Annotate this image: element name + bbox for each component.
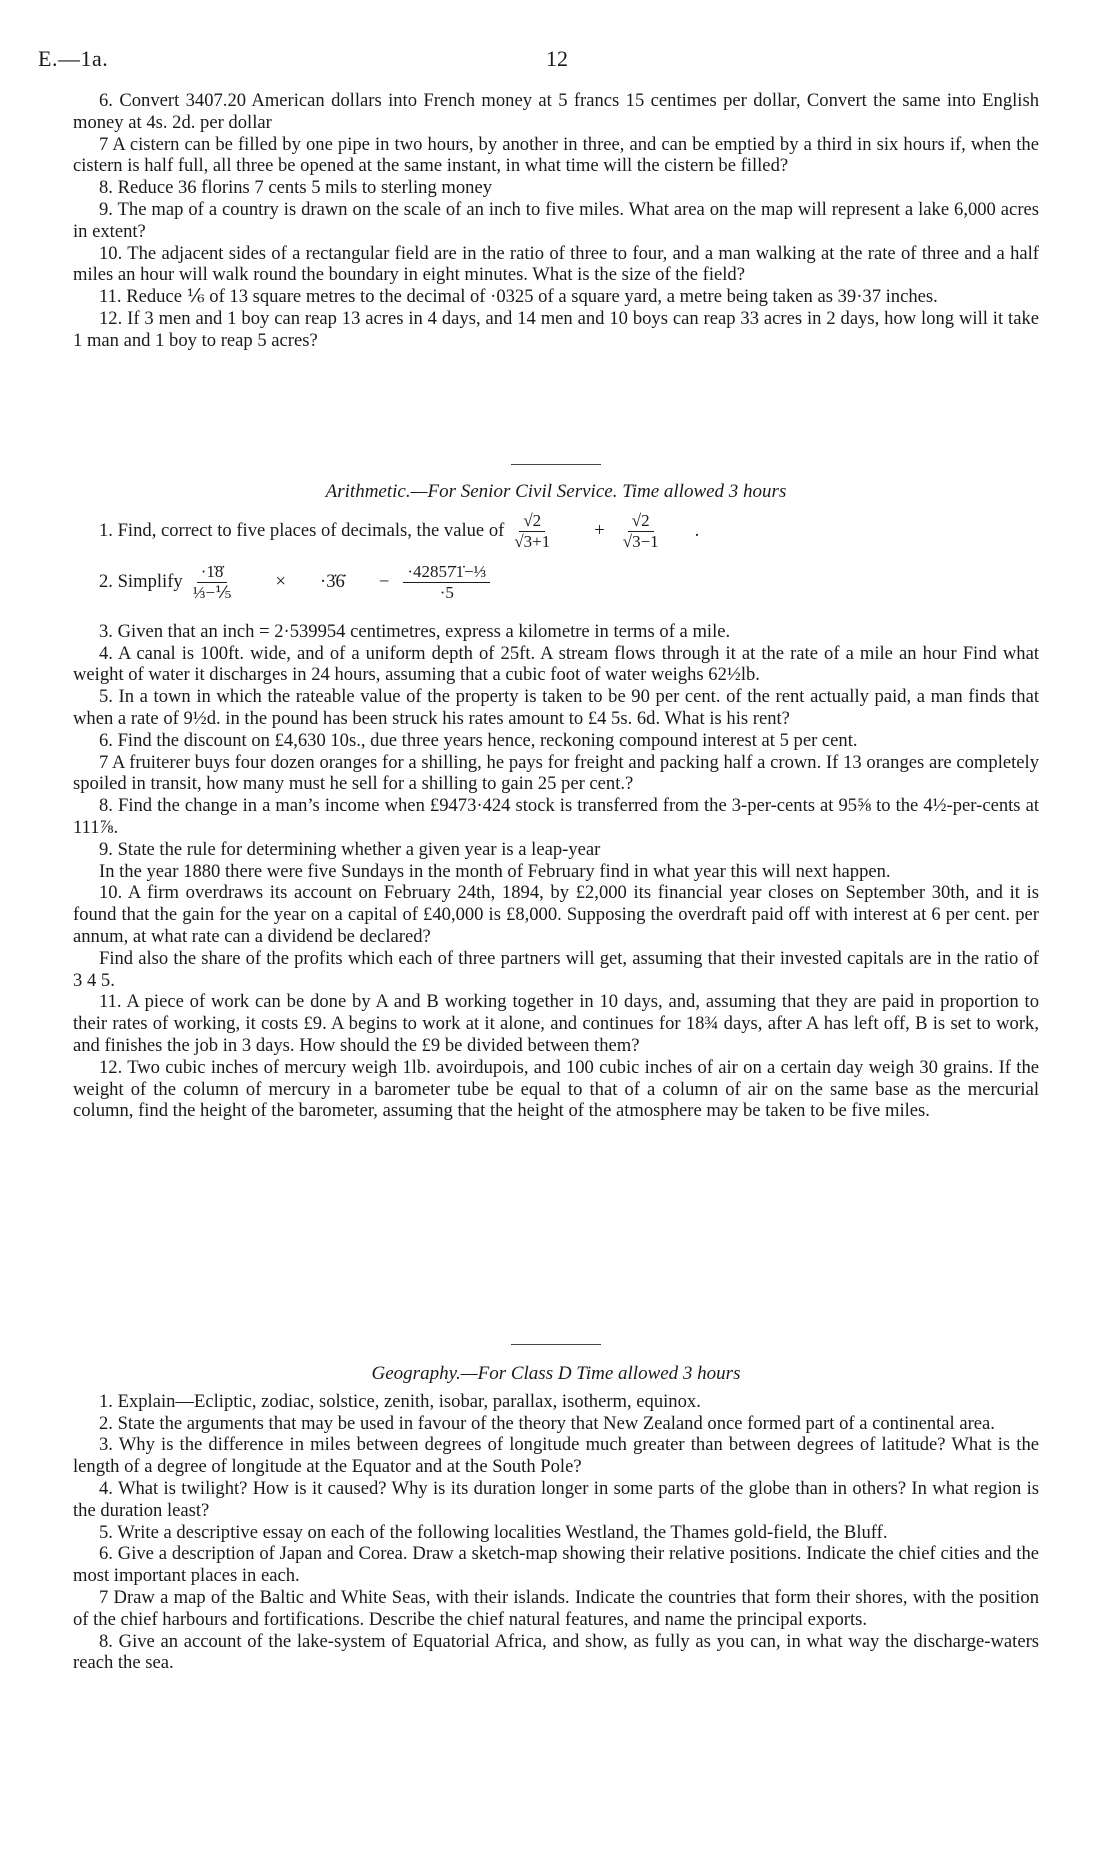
question-3: 3. Given that an inch = 2·539954 centimetres, express a kilometre in terms of a mile. [99, 620, 731, 642]
page-number: 12 [546, 46, 568, 71]
question-4: 4. A canal is 100ft. wide, and of a uniform depth of 25ft. A stream flows through it at the rate of a mile an hour Find what weight of water it discharges in 24 hours, assuming that a cubic foot of water weighs 62½lb. [73, 642, 1039, 686]
denominator: ·5 [439, 582, 454, 602]
fraction [189, 562, 236, 603]
minus-operator: − [378, 571, 390, 593]
question-10: 10. A firm overdraws its account on February 24th, 1894, by £2,000 its financial year closes on September 30th, and it is found that the gain for the year on a capital of £40,000 is £8,000. Supposing the overdraft paid off with interest at 6 per cent. per annum, at what rate can a dividend be declared? [73, 882, 1039, 947]
question-8: 8. Reduce 36 florins 7 cents 5 mils to sterling money [99, 177, 492, 199]
question-4: 4. What is twilight? How is it caused? Why is its duration longer in some parts of the globe than in others? In what region is the duration least? [73, 1477, 1039, 1521]
section-divider [511, 1344, 601, 1345]
numerator: √2 [519, 511, 545, 532]
question-8: 8. Find the change in a man’s income when £9473·424 stock is transferred from the 3-per-cents at 95⅝ to the 4½-per-cents at 111⅞. [73, 795, 1039, 838]
question-5: 5. In a town in which the rateable value of the property is taken to be 90 per cent. of the rent actually paid, a man finds that when a rate of 9½d. in the pound has been struck his rates amount to £4 5s. 6d. What is his rent? [73, 686, 1039, 729]
section-divider [511, 464, 601, 465]
numerator: ·1̇8̇ [197, 562, 228, 583]
numerator: ·42857̇1̇−⅓ [403, 562, 490, 583]
question-text: 1. Find, correct to five places of decimals, the value of [99, 520, 505, 542]
question-list-section-1 [73, 90, 1039, 352]
question-11: 11. Reduce ⅙ of 13 square metres to the decimal of ·0325 of a square yard, a metre being taken as 39·37 inches. [99, 286, 938, 308]
question-9: 9. The map of a country is drawn on the scale of an inch to five miles. What area on the map will represent a lake 6,000 acres in extent? [73, 198, 1039, 242]
denominator: √3−1 [622, 531, 659, 551]
document-code: E.—1a. [38, 46, 109, 71]
question-7: 7 A fruiterer buys four dozen oranges for a shilling, he pays for freight and packing half a crown. If 13 oranges are completely spoiled in transit, how many must he sell for a shilling to gain 25 per cent.? [73, 751, 1039, 795]
question-2: 2. State the arguments that may be used in favour of the theory that New Zealand once formed part of a continental area. [99, 1412, 995, 1434]
question-6: 6. Convert 3407.20 American dollars into French money at 5 francs 15 centimes per dollar, Convert the same into English money at 4s. 2d. per dollar [73, 90, 1039, 133]
question-5: 5. Write a descriptive essay on each of the following localities Westland, the Thames gold-field, the Bluff. [99, 1521, 888, 1543]
question-9-continued: In the year 1880 there were five Sundays in the month of February find in what year this will next happen. [99, 860, 891, 882]
times-operator: × [275, 571, 287, 593]
question-11: 11. A piece of work can be done by A and B working together in 10 days, and, assuming that they are paid in proportion to their rates of working, it costs £9. A begins to work at it alone, and continues for 18¾ days, after A has left off, B is set to work, and finishes the job in 3 days. How should the £9 be divided between them? [73, 991, 1039, 1056]
geography-section [73, 1344, 1039, 1674]
arithmetic-section [73, 464, 1039, 1122]
question-7: 7 Draw a map of the Baltic and White Seas, with their islands. Indicate the countries that form their shores, with the position of the chief harbours and fortifications. Describe the chief natural features, and name the principal exports. [73, 1586, 1039, 1630]
fraction [403, 562, 490, 603]
question-1 [73, 511, 1039, 552]
question-2 [73, 562, 1039, 603]
fraction [510, 511, 554, 552]
question-9: 9. State the rule for determining whether a given year is a leap-year [99, 838, 601, 860]
question-12: 12. Two cubic inches of mercury weigh 1lb. avoirdupois, and 100 cubic inches of air on a certain day weigh 30 grains. If the weight of the column of mercury in a barometer tube be equal to that of a column of air on the same base as the mercurial column, find the height of the barometer, assuming that the height of the atmosphere may be taken to be five miles. [73, 1056, 1039, 1122]
question-10-continued: Find also the share of the profits which each of three partners will get, assuming that their invested capitals are in the ratio of 3 4 5. [73, 947, 1039, 991]
denominator: ⅓−⅕ [192, 582, 232, 602]
question-12: 12. If 3 men and 1 boy can reap 13 acres in 4 days, and 14 men and 10 boys can reap 33 acres in 2 days, how long will it take 1 man and 1 boy to reap 5 acres? [73, 307, 1039, 351]
question-text: 2. Simplify [99, 571, 183, 593]
full-stop: . [694, 520, 700, 542]
section-title: Arithmetic.—For Senior Civil Service. Time allowed 3 hours [325, 481, 787, 502]
question-10: 10. The adjacent sides of a rectangular field are in the ratio of three to four, and a man walking at the rate of three and a half miles an hour will walk round the boundary in eight minutes. What is the size of the field? [73, 242, 1039, 286]
question-3: 3. Why is the difference in miles between degrees of longitude much greater than between degrees of latitude? What is the length of a degree of longitude at the Equator and at the South Pole? [73, 1434, 1039, 1478]
section-title: Geography.—For Class D Time allowed 3 hours [371, 1363, 741, 1384]
term: ·3̇6̇ [320, 571, 345, 593]
question-6: 6. Give a description of Japan and Corea. Draw a sketch-map showing their relative positions. Indicate the chief cities and the most important places in each. [73, 1543, 1039, 1587]
denominator: √3+1 [514, 531, 551, 551]
question-1: 1. Explain—Ecliptic, zodiac, solstice, zenith, isobar, parallax, isotherm, equinox. [99, 1390, 701, 1412]
question-6: 6. Find the discount on £4,630 10s., due three years hence, reckoning compound interest at 5 per cent. [99, 729, 858, 751]
plus-operator: + [594, 520, 605, 542]
question-7: 7 A cistern can be filled by one pipe in two hours, by another in three, and can be emptied by a third in six hours if, when the cistern is half full, all three be opened at the same instant, in what time will the cistern be filled? [73, 133, 1039, 177]
question-8: 8. Give an account of the lake-system of Equatorial Africa, and show, as fully as you can, in what way the discharge-waters reach the sea. [73, 1630, 1039, 1674]
numerator: √2 [628, 511, 654, 532]
fraction [619, 511, 663, 552]
